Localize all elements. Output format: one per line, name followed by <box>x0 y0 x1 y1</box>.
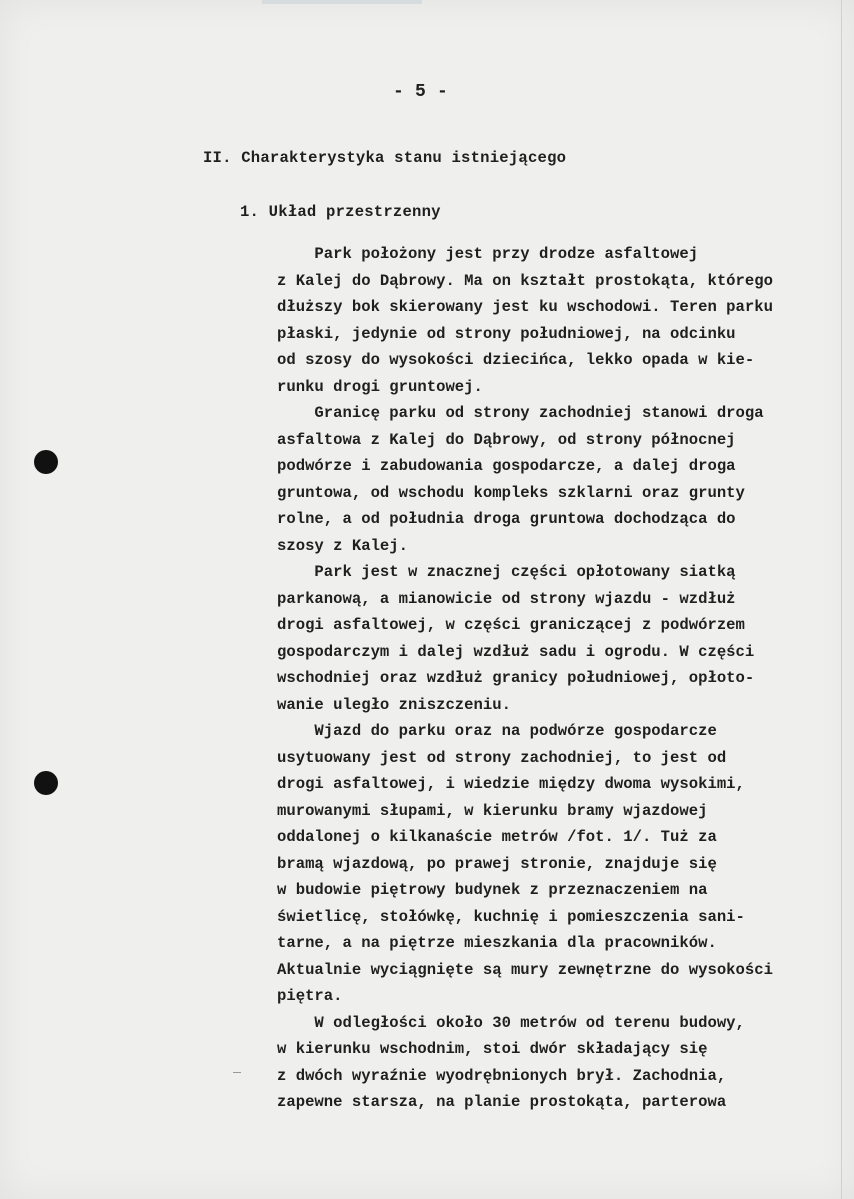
body-line: Granicę parku od strony zachodniej stanowi droga <box>277 404 764 422</box>
section-heading: II. Charakterystyka stanu istniejącego <box>203 149 567 167</box>
body-line: gruntowa, od wschodu kompleks szklarni oraz grunty <box>277 483 745 502</box>
page-edge <box>841 0 842 1199</box>
body-text <box>277 241 773 1116</box>
body-line: w budowie piętrowy budynek z przeznaczeniem na <box>277 881 708 899</box>
top-edge-mark <box>262 0 422 4</box>
body-line: Park jest w znacznej części opłotowany siatką <box>277 563 736 581</box>
body-line: z Kalej do Dąbrowy. Ma on kształt prostokąta, którego <box>277 271 773 290</box>
body-line: runku drogi gruntowej. <box>277 377 483 396</box>
subsection-heading: 1. Układ przestrzenny <box>240 203 441 221</box>
body-line: drogi asfaltowej, w części graniczącej z podwórzem <box>277 616 745 634</box>
body-line: rolne, a od południa droga gruntowa dochodząca do <box>277 510 736 528</box>
page-number: - 5 - <box>393 82 449 102</box>
body-line: wschodniej oraz wzdłuż granicy południowej, opłoto- <box>277 669 755 687</box>
body-line: murowanymi słupami, w kierunku bramy wjazdowej <box>277 801 708 820</box>
body-line: usytuowany jest od strony zachodniej, to jest od <box>277 748 727 767</box>
body-line: drogi asfaltowej, i wiedzie między dwoma wysokimi, <box>277 775 745 793</box>
body-line: piętra. <box>277 987 343 1005</box>
body-line: z dwóch wyraźnie wyodrębnionych brył. Zachodnia, <box>277 1066 727 1085</box>
body-line: szosy z Kalej. <box>277 536 409 555</box>
body-line: dłuższy bok skierowany jest ku wschodowi. Teren parku <box>277 298 773 316</box>
body-line: płaski, jedynie od strony południowej, na odcinku <box>277 324 736 343</box>
body-line: Aktualnie wyciągnięte są mury zewnętrzne do wysokości <box>277 960 773 979</box>
body-line: świetlicę, stołówkę, kuchnię i pomieszczenia sani- <box>277 907 745 926</box>
binder-hole-upper <box>34 450 58 474</box>
body-line: wanie uległo zniszczeniu. <box>277 695 511 714</box>
body-line: podwórze i zabudowania gospodarcze, a dalej droga <box>277 457 736 475</box>
margin-mark <box>233 1072 241 1073</box>
body-line: parkanową, a mianowicie od strony wjazdu - wzdłuż <box>277 589 736 608</box>
binder-hole-lower <box>34 771 58 795</box>
body-line: gospodarczym i dalej wzdłuż sadu i ogrodu. W części <box>277 642 755 661</box>
body-line: w kierunku wschodnim, stoi dwór składający się <box>277 1040 708 1058</box>
body-line: Wjazd do parku oraz na podwórze gospodarcze <box>277 722 717 740</box>
body-line: oddalonej o kilkanaście metrów /fot. 1/. Tuż za <box>277 828 717 846</box>
body-line: od szosy do wysokości dziecińca, lekko opada w kie- <box>277 351 755 369</box>
body-line: Park położony jest przy drodze asfaltowej <box>277 245 699 263</box>
body-line: asfaltowa z Kalej do Dąbrowy, od strony północnej <box>277 430 736 449</box>
body-line: W odległości około 30 metrów od terenu budowy, <box>277 1013 745 1032</box>
body-line: bramą wjazdową, po prawej stronie, znajduje się <box>277 854 717 873</box>
body-line: tarne, a na piętrze mieszkania dla pracowników. <box>277 934 717 952</box>
body-line: zapewne starsza, na planie prostokąta, parterowa <box>277 1093 727 1111</box>
